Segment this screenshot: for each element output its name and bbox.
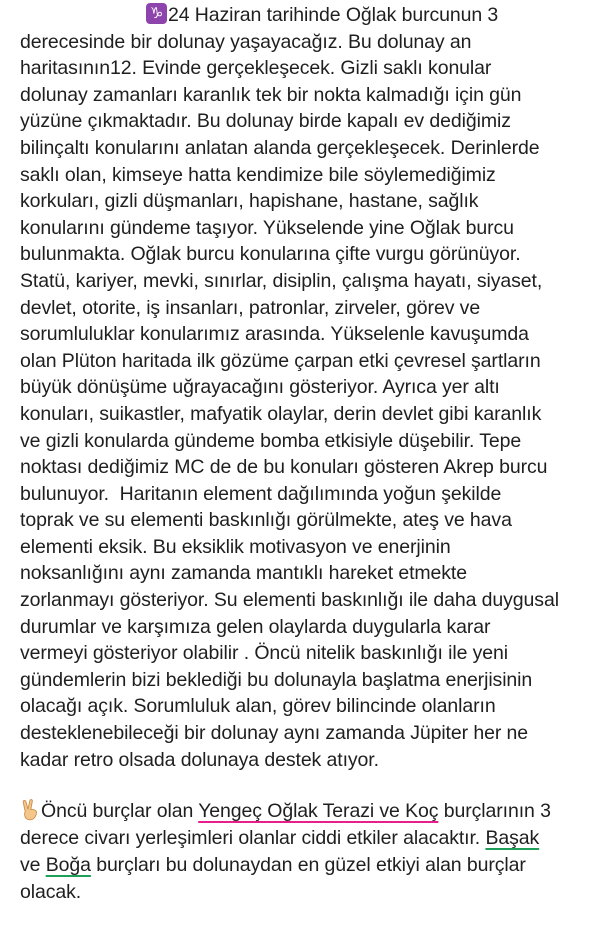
text-line: kadar retro olsada dolunaya destek atıyor. xyxy=(20,748,379,771)
text-line: olacağı açık. Sorumluluk alan, görev bilincinde olanların xyxy=(20,695,496,718)
text-line: dolunay zamanları karanlık tek bir nokta kalmadığı için gün xyxy=(20,83,522,106)
text-line: gündemlerin bizi beklediği bu dolunayla başlatma enerjisinin xyxy=(20,668,533,691)
victory-hand-emoji-icon xyxy=(20,799,40,821)
capricorn-emoji-icon xyxy=(146,3,167,24)
highlighted-sign-basak: Başak xyxy=(485,827,540,849)
text-line: konuları, suikastler, mafyatik olaylar, derin devlet gibi karanlık xyxy=(20,402,542,425)
highlighted-signs-yengec-oglak-terazi-koc: Yengeç Oğlak Terazi ve Koç xyxy=(198,800,439,822)
text-line: noksanlığını aynı zamanda mantıklı hareket etmekte xyxy=(20,562,467,585)
text-line: ♑24 Haziran tarihinde Oğlak burcunun 3 xyxy=(20,2,600,29)
text-line: olacak. xyxy=(20,881,82,903)
text-line: toprak ve su elementi baskınlığı görülmekte, ateş ve hava xyxy=(20,509,512,532)
highlighted-sign-boga: Boğa xyxy=(45,854,91,876)
paragraph-full-moon-description xyxy=(20,2,600,773)
text-line: korkuları, gizli düşmanları, hapishane, hastane, sağlık xyxy=(20,190,479,213)
text-line: Öncü burçlar olan Yengeç Oğlak Terazi ve Koç burçlarının 3 xyxy=(20,798,600,825)
text-line: zorlanmayı gösteriyor. Su elementi baskınlığı ile daha duygusal xyxy=(20,589,559,612)
text-line: sorumluluklar konularımız arasında. Yükselenle kavuşumda xyxy=(20,323,529,346)
text-line: saklı olan, kimseye hatta kendimize bile söylemediğimiz xyxy=(20,163,496,186)
text-line: olan Plüton haritada ilk gözüme çarpan etki çevresel şartların xyxy=(20,349,541,372)
paragraph-affected-signs xyxy=(20,798,600,906)
text-line: noktası dediğimiz MC de de bu konuları gösteren Akrep burcu xyxy=(20,456,548,479)
text-line: derece civarı yerleşimleri olanlar ciddi etkiler alacaktır. Başak xyxy=(20,827,540,849)
text-line: bulunmakta. Oğlak burcu konularına çifte vurgu görünüyor. xyxy=(20,243,521,266)
text-line: elementi eksik. Bu eksiklik motivasyon ve enerjinin xyxy=(20,535,451,558)
text-line: devlet, otorite, iş insanları, patronlar, zirveler, görev ve xyxy=(20,296,481,319)
text-line: büyük dönüşüme uğrayacağını gösteriyor. Ayrıca yer altı xyxy=(20,376,500,399)
text-line: bulunuyor. Haritanın element dağılımında yoğun şekilde xyxy=(20,482,502,505)
text-line: yüzüne çıkmaktadır. Bu dolunay birde kapalı ev dediğimiz xyxy=(20,110,511,133)
text-line: durumlar ve karşımıza gelen olaylarda duygularla karar xyxy=(20,615,491,638)
text-line: bilinçaltı konularını anlatan alanda gerçekleşecek. Derinlerde xyxy=(20,136,540,159)
text-line: ve gizli konularda gündeme bomba etkisiyle düşebilir. Tepe xyxy=(20,429,522,452)
text-line: haritasının12. Evinde gerçekleşecek. Gizli saklı konular xyxy=(20,57,492,80)
text-line: ve Boğa burçları bu dolunaydan en güzel etkiyi alan burçlar xyxy=(20,854,526,876)
text-line: Statü, kariyer, mevki, sınırlar, disiplin, çalışma hayatı, siyaset, xyxy=(20,269,543,292)
text-line: vermeyi gösteriyor olabilir . Öncü nitelik baskınlığı ile yeni xyxy=(20,642,509,665)
text-line: desteklenebileceği bir dolunay aynı zamanda Jüpiter her ne xyxy=(20,722,529,745)
text-line: derecesinde bir dolunay yaşayacağız. Bu dolunay an xyxy=(20,30,472,53)
text-line: konularını gündeme taşıyor. Yükselende yine Oğlak burcu xyxy=(20,216,514,239)
